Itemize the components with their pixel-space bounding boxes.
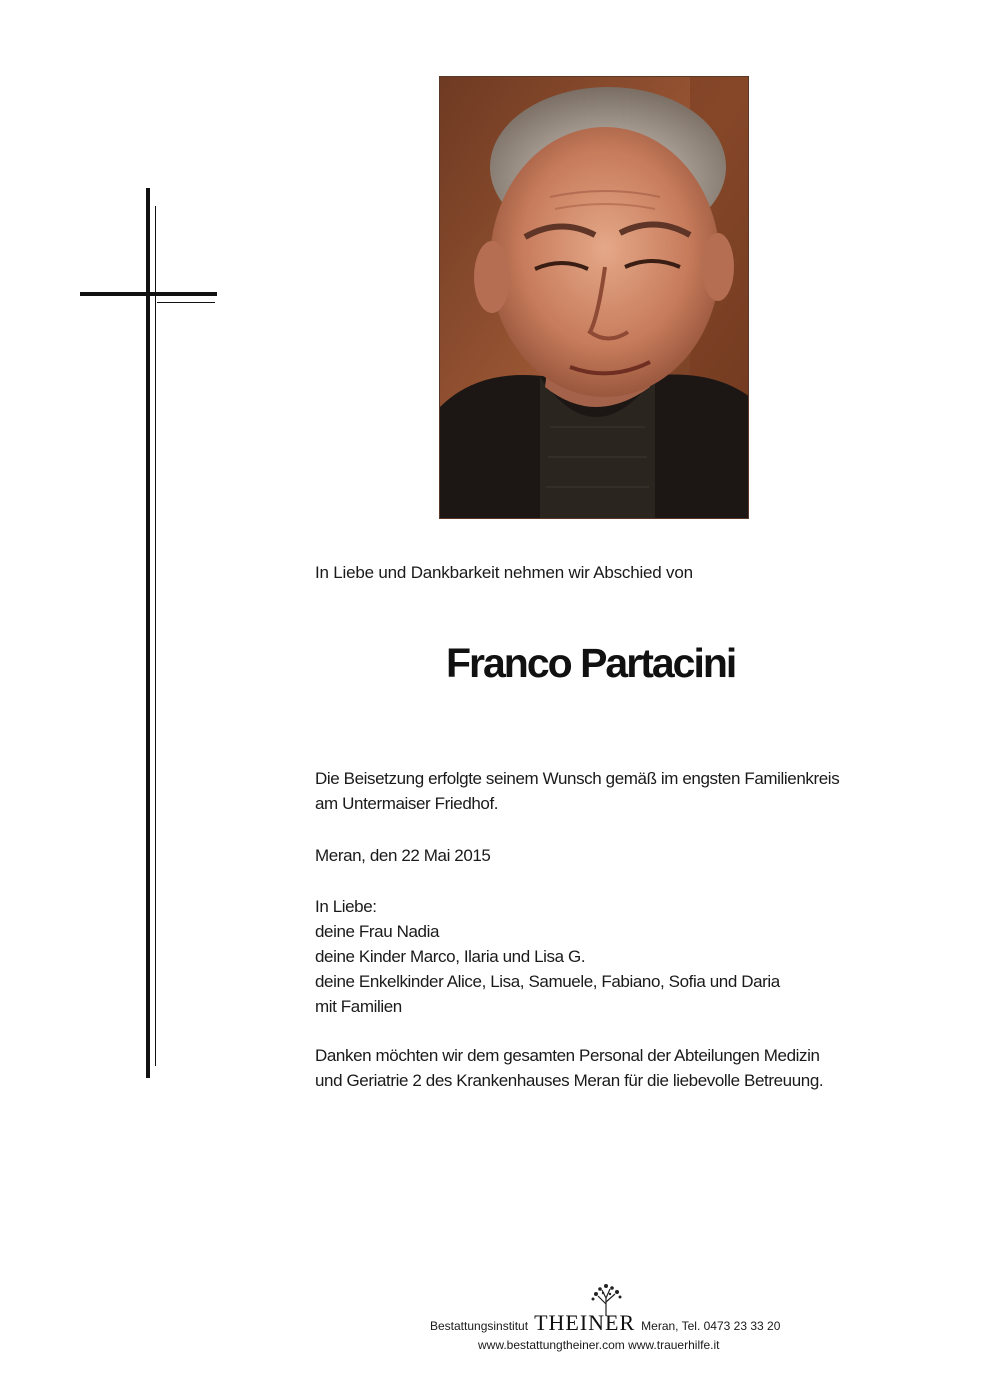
cross-horizontal-bar bbox=[80, 292, 217, 296]
footer-brand-logo: THEINER bbox=[534, 1310, 636, 1335]
mourners-paragraph bbox=[315, 894, 780, 1019]
footer-websites: www.bestattungtheiner.com www.trauerhilfe.it bbox=[478, 1338, 720, 1352]
portrait-image bbox=[440, 77, 749, 519]
portrait-photo bbox=[439, 76, 749, 519]
thanks-line: Danken möchten wir dem gesamten Personal der Abteilungen Medizin bbox=[315, 1046, 820, 1065]
thanks-line: und Geriatrie 2 des Krankenhauses Meran für die liebevolle Betreuung. bbox=[315, 1071, 824, 1090]
footer-contact: Meran, Tel. 0473 23 33 20 bbox=[641, 1319, 781, 1333]
cross-vertical-thin-line bbox=[155, 206, 156, 1066]
cross-horizontal-thin-line bbox=[157, 302, 215, 303]
burial-line: am Untermaiser Friedhof. bbox=[315, 794, 499, 813]
cross-vertical-bar bbox=[146, 188, 150, 1078]
thanks-paragraph bbox=[315, 1043, 823, 1093]
deceased-name: Franco Partacini bbox=[446, 640, 736, 686]
mourner-line: deine Enkelkinder Alice, Lisa, Samuele, Fabiano, Sofia und Daria bbox=[315, 972, 780, 991]
mourners-heading: In Liebe: bbox=[315, 897, 377, 916]
burial-paragraph bbox=[315, 766, 839, 816]
footer-prefix: Bestattungsinstitut bbox=[430, 1319, 529, 1333]
footer-company-line bbox=[430, 1310, 780, 1336]
burial-line: Die Beisetzung erfolgte seinem Wunsch gemäß im engsten Familienkreis bbox=[315, 769, 840, 788]
mourner-line: deine Kinder Marco, Ilaria und Lisa G. bbox=[315, 947, 586, 966]
mourner-line: deine Frau Nadia bbox=[315, 922, 440, 941]
intro-text: In Liebe und Dankbarkeit nehmen wir Abschied von bbox=[315, 563, 693, 582]
mourner-line: mit Familien bbox=[315, 997, 402, 1016]
place-date: Meran, den 22 Mai 2015 bbox=[315, 846, 491, 865]
